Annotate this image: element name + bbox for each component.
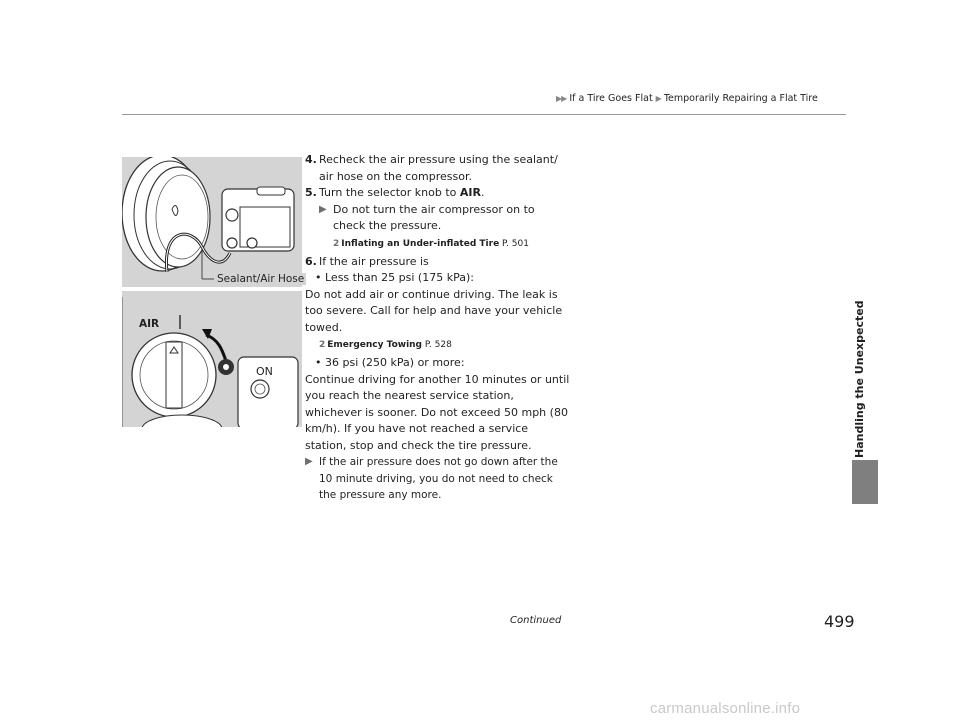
page-number: 499: [824, 612, 855, 631]
bullet-low-pressure: • Less than 25 psi (175 kPa):: [315, 271, 474, 284]
bullet-high-text: Continue driving for another 10 minutes or until you reach the nearest service station, whichever is sooner. Do not exceed 50 mph (80 km/h). If you have not reached a service station, stop and check the tire pressure.: [305, 372, 570, 452]
instructions: [305, 152, 570, 504]
watermark: carmanualsonline.info: [650, 700, 801, 717]
bullet-high-pressure: • 36 psi (250 kPa) or more:: [315, 356, 465, 369]
continued-label: Continued: [510, 615, 562, 626]
compressor-illustration: [122, 157, 302, 427]
step-4: 4. Recheck the air pressure using the sealant/ air hose on the compressor.: [305, 153, 558, 183]
bullet-low-text: Do not add air or continue driving. The leak is too severe. Call for help and have your vehicle towed.: [305, 287, 563, 334]
step-5-note: ▶ Do not turn the air compressor on to check the pressure.: [319, 202, 535, 232]
header-rule: [122, 114, 846, 115]
section-tab-marker: [852, 460, 878, 504]
figure-label-on: ON: [256, 365, 273, 378]
arrow-icon: ▶: [655, 94, 661, 103]
bullet-high-note: ▶ If the air pressure does not go down after the 10 minute driving, you do not need to check the pressure any more.: [305, 456, 558, 501]
step-5: 5. Turn the selector knob to AIR.: [305, 186, 485, 199]
breadcrumb-item: If a Tire Goes Flat: [569, 93, 653, 104]
figure-label-air: AIR: [139, 318, 160, 330]
triangle-icon: ▶: [319, 203, 327, 215]
step-6: 6. If the air pressure is: [305, 254, 429, 268]
figure-label-hose: Sealant/Air Hose: [217, 273, 305, 285]
double-arrow-icon: ▶▶: [556, 94, 567, 103]
breadcrumb: [556, 93, 846, 104]
reference-link[interactable]: 2 Inflating an Under-inflated Tire P. 501: [333, 238, 529, 249]
reference-icon: 2: [333, 238, 340, 249]
reference-icon: 2: [319, 340, 326, 350]
triangle-icon: ▶: [305, 456, 313, 467]
section-tab-label: Handling the Unexpected: [853, 300, 866, 458]
breadcrumb-item: Temporarily Repairing a Flat Tire: [663, 93, 818, 104]
reference-link[interactable]: 2 Emergency Towing P. 528: [319, 340, 452, 350]
